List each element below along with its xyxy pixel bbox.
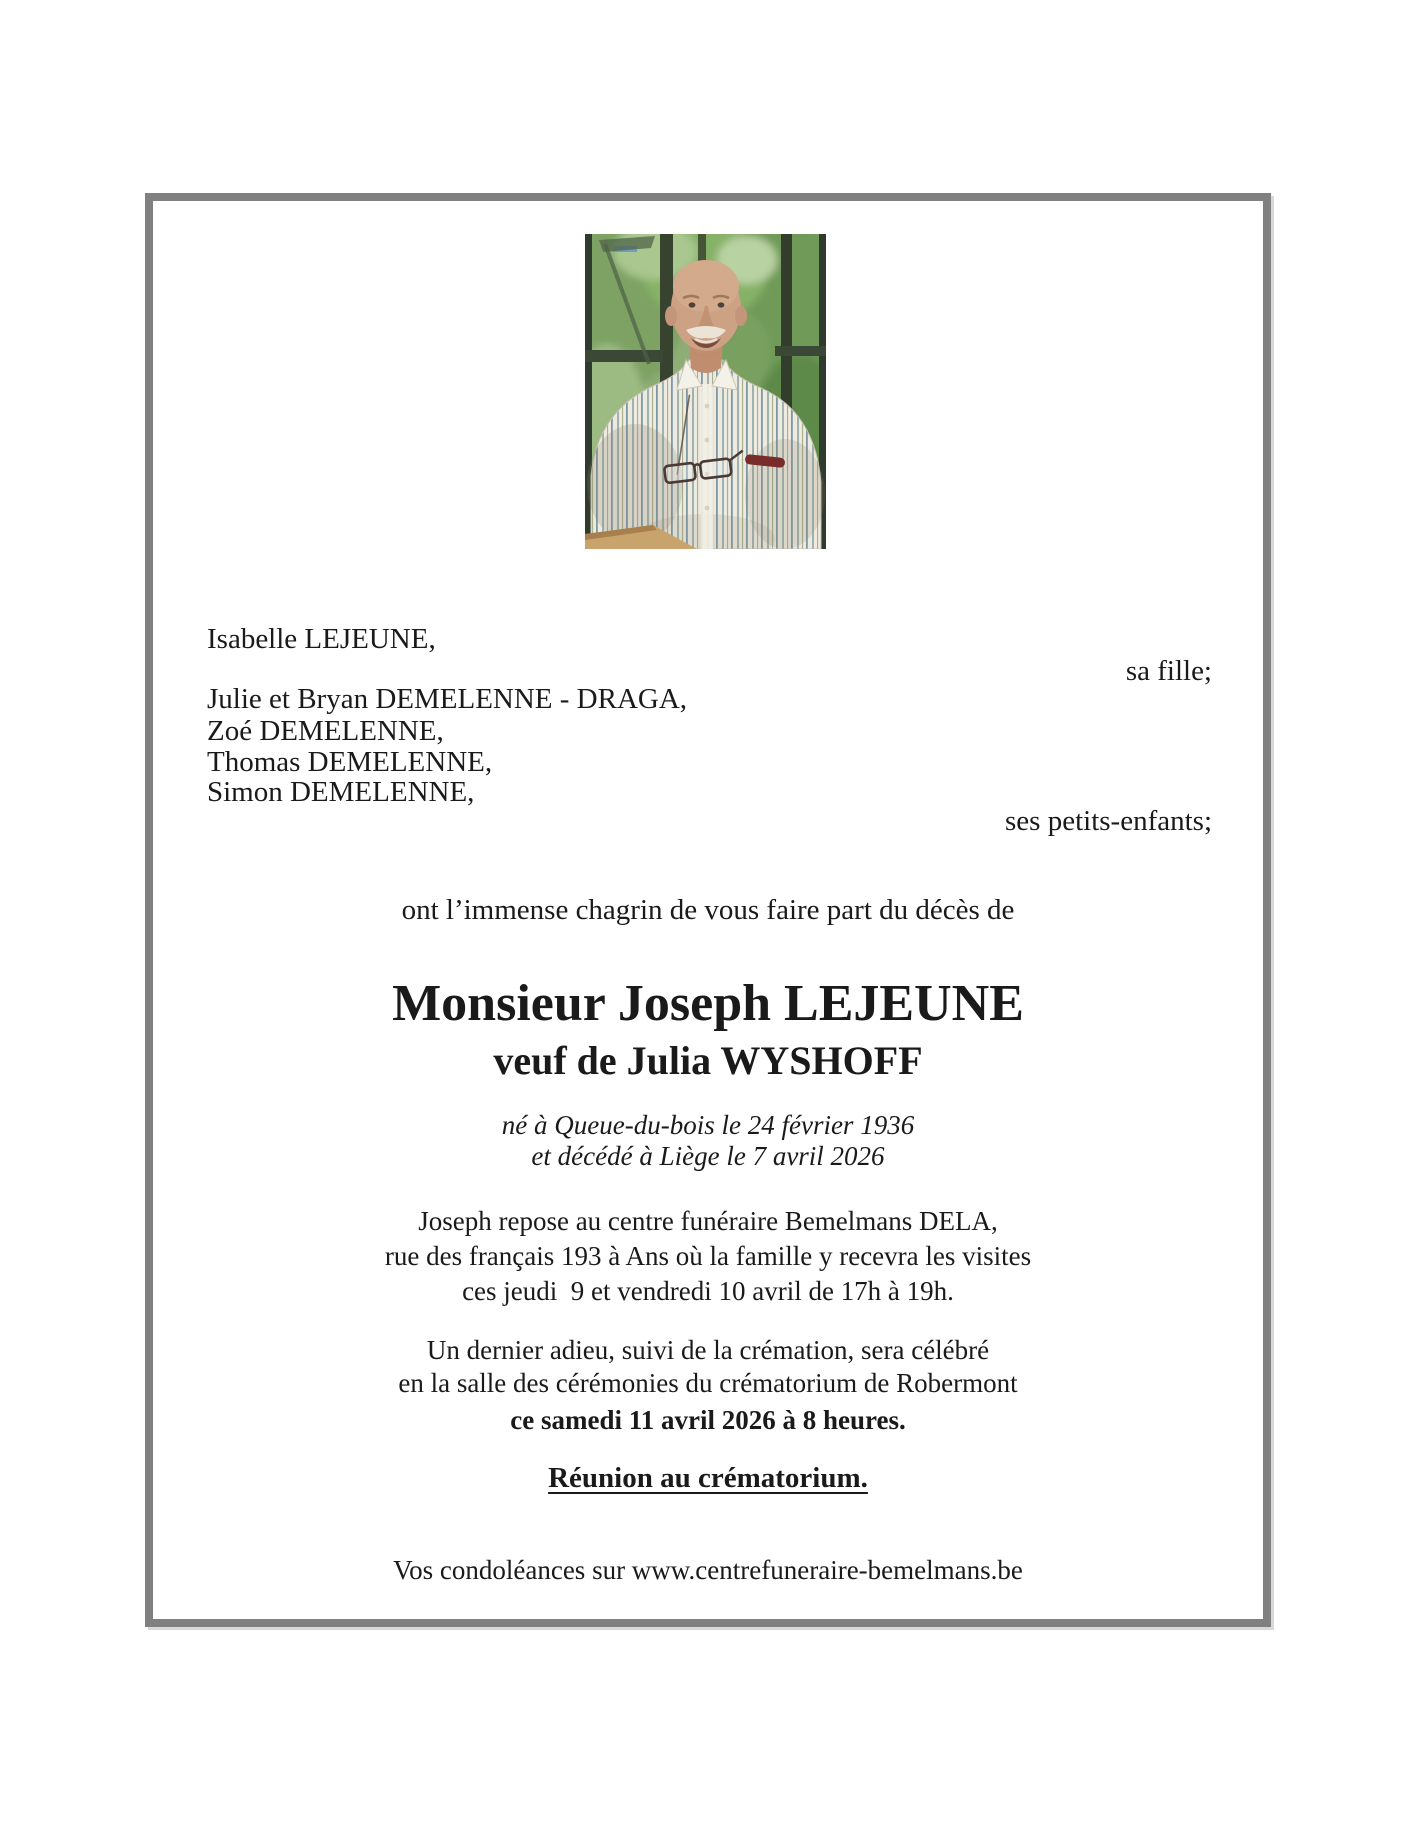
grandchildren-relation: ses petits-enfants;: [1005, 805, 1212, 837]
grandchild-line: Julie et Bryan DEMELENNE - DRAGA,: [207, 683, 688, 715]
death-info: et décédé à Liège le 7 avril 2026: [531, 1141, 885, 1171]
repose-line-3: ces jeudi 9 et vendredi 10 avril de 17h à 19h.: [462, 1276, 954, 1306]
grandchild-line: Zoé DEMELENNE,: [207, 715, 444, 747]
grandchild-line: Simon DEMELENNE,: [207, 776, 475, 808]
repose-line-1: Joseph repose au centre funéraire Bemelmans DELA,: [418, 1206, 998, 1236]
daughter-relation: sa fille;: [1125, 655, 1212, 687]
ceremony-line-2: en la salle des cérémonies du crématorium de Robermont: [398, 1368, 1018, 1398]
portrait-photo-image: [585, 234, 826, 549]
condolences-website: Vos condoléances sur www.centrefuneraire-bemelmans.be: [393, 1555, 1023, 1585]
meeting-place: Réunion au crématorium.: [548, 1462, 868, 1494]
repose-line-2: rue des français 193 à Ans où la famille y recevra les visites: [384, 1241, 1032, 1271]
portrait-photo: [585, 234, 826, 549]
deceased-name: Monsieur Joseph LEJEUNE: [392, 975, 1024, 1032]
grandchild-line: Thomas DEMELENNE,: [207, 746, 493, 778]
daughter-name: Isabelle LEJEUNE,: [207, 623, 436, 655]
announcement-intro: ont l’immense chagrin de vous faire part du décès de: [401, 894, 1015, 926]
ceremony-datetime: ce samedi 11 avril 2026 à 8 heures.: [510, 1405, 906, 1435]
ceremony-line-1: Un dernier adieu, suivi de la crémation, sera célébré: [426, 1335, 990, 1365]
birth-info: né à Queue-du-bois le 24 février 1936: [501, 1110, 915, 1140]
widower-of: veuf de Julia WYSHOFF: [493, 1038, 923, 1083]
